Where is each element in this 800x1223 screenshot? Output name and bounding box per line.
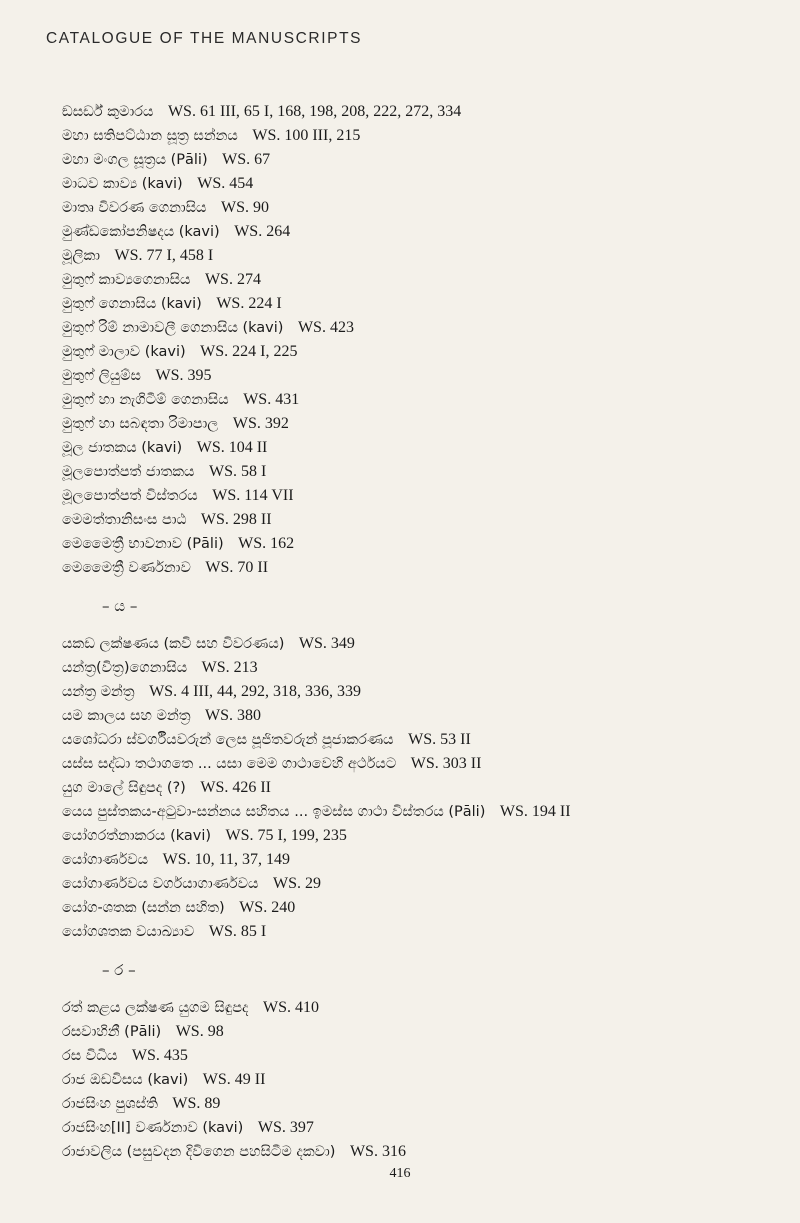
index-entry [62, 436, 780, 460]
entry-term: රසවාහිනී (Pāli) [62, 1024, 162, 1040]
entry-term: යෝගාර්ණවය වර්ගයාගාර්ණවය [62, 876, 259, 892]
index-entry [62, 632, 780, 656]
entry-term: රාජාවලිය (පසුවදන දිවිගෙන පහසිටීම දකවා) [62, 1144, 336, 1160]
entry-references: WS. 53 II [408, 731, 471, 748]
index-entry [62, 556, 780, 580]
entry-references: WS. 4 III, 44, 292, 318, 336, 339 [149, 683, 362, 700]
entry-term: මුතුෆ් හා සබඳතා රිමාපාල [62, 416, 219, 432]
entry-term: මුතුෆ් රිම් නාමාවලී ගෙනාසිය (kavi) [62, 320, 284, 336]
entry-references: WS. 90 [221, 199, 269, 216]
entry-references: WS. 162 [238, 535, 295, 552]
section-divider: – ර – [102, 961, 136, 979]
entry-references: WS. 274 [204, 271, 261, 288]
entry-references: WS. 61 III, 65 I, 168, 198, 208, 222, 272, 334 [167, 103, 462, 120]
entry-term: යෝගරත්නාකරය (kavi) [62, 828, 212, 844]
index-entry [62, 824, 780, 848]
entry-term: මූලපොත්පත් ජාතකය [62, 464, 195, 480]
entry-references: WS. 395 [155, 367, 212, 384]
entry-references: WS. 77 I, 458 I [114, 247, 214, 264]
index-entry [62, 752, 780, 776]
index-entries [62, 100, 780, 1164]
index-entry [62, 316, 780, 340]
index-entry [62, 1044, 780, 1068]
index-entry [62, 220, 780, 244]
index-entry [62, 1116, 780, 1140]
entry-references: WS. 423 [297, 319, 354, 336]
entry-term: යෙය පුස්තකය-අටුවා-සන්නය සහිතය ... ඉමස්ස ගාථා විස්තරය (Pāli) [62, 804, 486, 820]
entry-references: WS. 75 I, 199, 235 [225, 827, 347, 844]
index-entry [62, 532, 780, 556]
entry-term: යන්ත්‍ර මන්ත්‍ර [62, 684, 135, 700]
entry-term: මෙමත්තානිසංස පාඨ [62, 512, 187, 528]
entry-references: WS. 10, 11, 37, 149 [162, 851, 291, 868]
entry-references: WS. 70 II [205, 559, 269, 576]
entry-term: මූල ජාතකය (kavi) [62, 440, 183, 456]
entry-references: WS. 67 [222, 151, 271, 168]
index-entry [62, 1020, 780, 1044]
entry-term: යෝගශතක වයාඛ්‍යාව [62, 924, 195, 940]
index-entry [62, 920, 780, 944]
entry-term: රාජසිංහ[II] වර්ණනාව (kavi) [62, 1120, 244, 1136]
entry-term: යුග මාලේ සිඳුපද (?) [62, 780, 186, 796]
entry-term: මුතුෆ් මාලාව (kavi) [62, 344, 186, 360]
entry-references: WS. 435 [131, 1047, 188, 1064]
entry-references: WS. 49 II [202, 1071, 266, 1088]
entry-term: යම කාලය සහ මන්ත්‍ර [62, 708, 191, 724]
entry-term: රාජසිංහ පුශස්ති [62, 1096, 158, 1112]
entry-references: WS. 100 III, 215 [252, 127, 361, 144]
entry-term: යශෝධරා ස්වර්ගීයවරුන් ලෙස පූජිතවරුන් පූජාකරණය [62, 732, 394, 748]
entry-term: යන්ත්‍ර(විත්‍ර)ගෙනාසිය [62, 660, 188, 676]
entry-references: WS. 410 [262, 999, 319, 1016]
entry-references: WS. 213 [201, 659, 258, 676]
index-entry [62, 776, 780, 800]
entry-references: WS. 114 VII [212, 487, 294, 504]
entry-term: මූලිකා [62, 248, 101, 264]
index-entry [62, 268, 780, 292]
index-entry [62, 1140, 780, 1164]
index-entry [62, 172, 780, 196]
index-entry [62, 1092, 780, 1116]
entry-term: මුතුෆ් ලියුම්ස [62, 368, 141, 384]
entry-term: යස්ස සද්ධා තථාගතෙ ... යසා මෙම ගාථාවෙහි අර්ථයට [62, 756, 397, 772]
entry-references: WS. 240 [239, 899, 296, 916]
entry-term: මෙමෛත්‍රී වර්ණනාව [62, 560, 191, 576]
entry-references: WS. 397 [257, 1119, 314, 1136]
entry-term: රත් කළය ලක්ෂණ යුගම සිඳුපද [62, 1000, 249, 1016]
entry-term: මුතුෆ් හා නැගිටීම් ගෙනාසිය [62, 392, 229, 408]
entry-references: WS. 89 [172, 1095, 221, 1112]
entry-term: ඞසර්ඩ් කුමාරය [62, 104, 154, 120]
index-entry [62, 872, 780, 896]
entry-term: මෙමෛත්‍රී භාවනාව (Pāli) [62, 536, 224, 552]
index-entry [62, 244, 780, 268]
entry-references: WS. 298 II [200, 511, 272, 528]
index-entry [62, 364, 780, 388]
entry-references: WS. 316 [349, 1143, 406, 1160]
index-entry [62, 704, 780, 728]
entry-references: WS. 104 II [196, 439, 268, 456]
entry-references: WS. 392 [232, 415, 289, 432]
entry-references: WS. 431 [243, 391, 300, 408]
index-entry [62, 896, 780, 920]
index-entry [62, 508, 780, 532]
entry-references: WS. 194 II [499, 803, 571, 820]
entry-references: WS. 29 [273, 875, 321, 892]
entry-term: යෝග-ශතක (සන්න සහිත) [62, 900, 225, 916]
entry-references: WS. 224 I [216, 295, 282, 312]
section-divider: – ය – [102, 597, 138, 615]
index-entry [62, 388, 780, 412]
index-entry [62, 680, 780, 704]
entry-term: මහා මංගල සූත්‍රය (Pāli) [62, 152, 208, 168]
entry-term: මූලපොත්පත් විස්තරය [62, 488, 198, 504]
running-head: CATALOGUE OF THE MANUSCRIPTS [46, 30, 363, 47]
entry-references: WS. 380 [205, 707, 262, 724]
entry-references: WS. 303 II [410, 755, 482, 772]
entry-references: WS. 426 II [200, 779, 271, 796]
entry-term: මුතුෆ් කාව්‍යගෙනාසිය [62, 272, 191, 288]
index-entry [62, 484, 780, 508]
entry-term: මහා සතිපට්ඨාන සූත්‍ර සන්නය [62, 128, 238, 144]
entry-references: WS. 85 I [208, 923, 267, 940]
entry-term: මාධව කාව්‍ය (kavi) [62, 176, 183, 192]
index-entry [62, 340, 780, 364]
entry-references: WS. 264 [234, 223, 291, 240]
page-number: 416 [389, 1166, 411, 1181]
entry-references: WS. 224 I, 225 [200, 343, 298, 360]
entry-term: යකඩ ලක්ෂණය (කවි සහ විවරණය) [62, 636, 285, 652]
index-entry [62, 848, 780, 872]
entry-references: WS. 98 [175, 1023, 224, 1040]
index-entry [62, 292, 780, 316]
entry-term: මුණ්ඩකෝපනිෂදය (kavi) [62, 224, 220, 240]
index-entry [62, 800, 780, 824]
index-entry [62, 148, 780, 172]
entry-term: මුතුෆ් ගෙනාසිය (kavi) [62, 296, 202, 312]
index-entry [62, 656, 780, 680]
entry-references: WS. 58 I [208, 463, 267, 480]
entry-term: යෝගාර්ණවය [62, 852, 149, 868]
index-entry [62, 728, 780, 752]
index-entry [62, 1068, 780, 1092]
index-entry [62, 124, 780, 148]
entry-term: රාජ ඔඩවිසය (kavi) [62, 1072, 189, 1088]
entry-term: රස විධිය [62, 1048, 118, 1064]
entry-references: WS. 349 [298, 635, 355, 652]
index-entry [62, 996, 780, 1020]
index-entry [62, 412, 780, 436]
entry-term: මාතෘ විවරණ ගෙනාසිය [62, 200, 207, 216]
index-entry [62, 196, 780, 220]
index-entry [62, 460, 780, 484]
entry-references: WS. 454 [197, 175, 254, 192]
index-entry [62, 100, 780, 124]
